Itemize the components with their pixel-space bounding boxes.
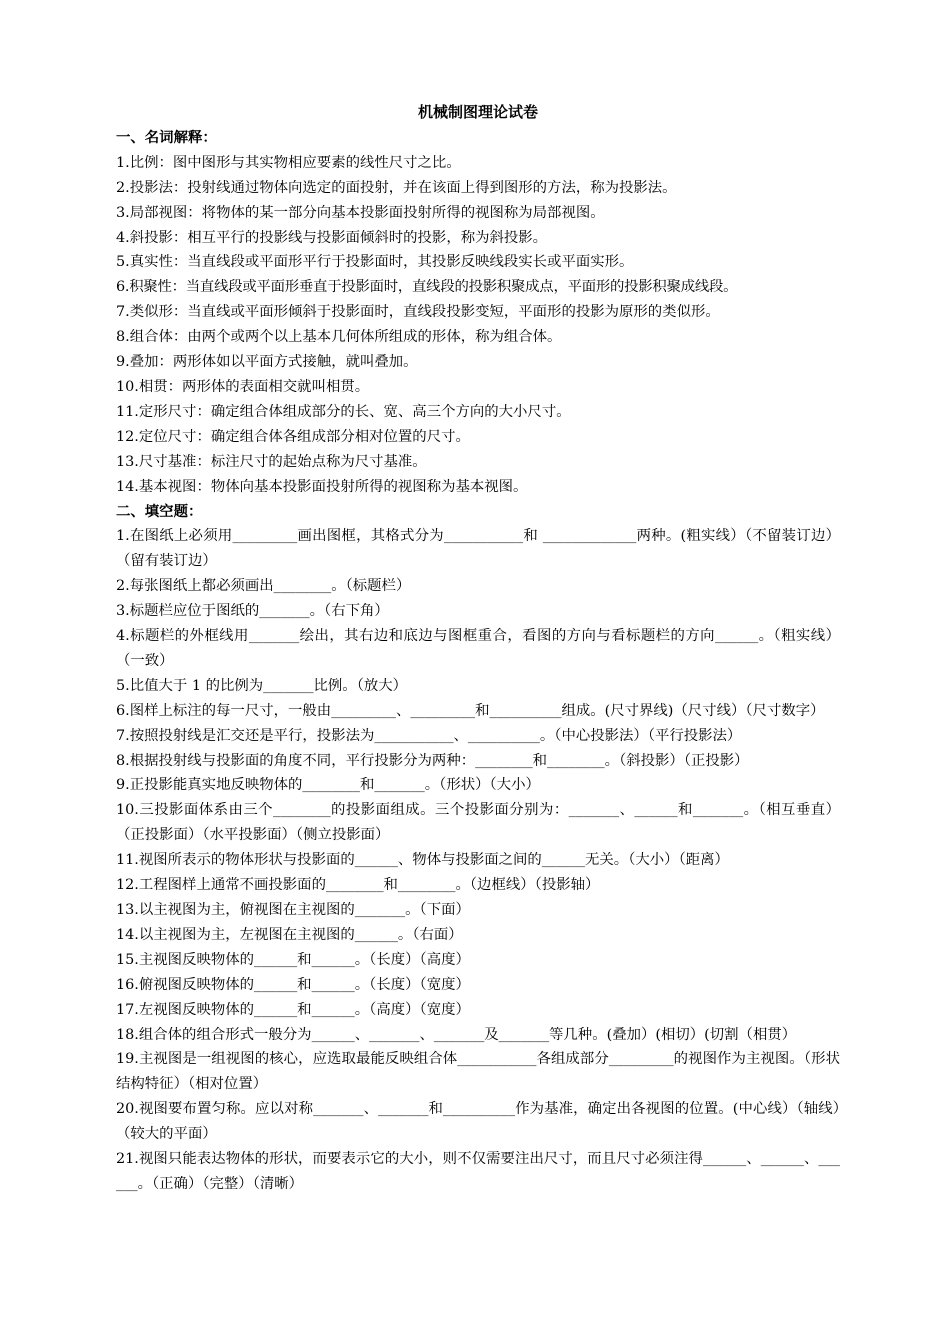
definition-item: 1.比例：图中图形与其实物相应要素的线性尺寸之比。: [116, 154, 461, 171]
page-title: 机械制图理论试卷: [417, 103, 538, 121]
question-item: 9.正投影能真实地反映物体的________和_______。（形状）（大小）: [116, 777, 540, 794]
question-item: 15.主视图反映物体的______和______。（长度）（高度）: [116, 951, 470, 968]
definition-item: 11.定形尺寸：确定组合体组成部分的长、宽、高三个方向的大小尺寸。: [116, 403, 571, 420]
question-item: 2.每张图纸上都必须画出________。（标题栏）: [116, 578, 411, 595]
definition-item: 10.相贯：两形体的表面相交就叫相贯。: [116, 378, 370, 395]
question-item: 3.标题栏应位于图纸的_______。（右下角）: [116, 603, 389, 620]
definition-item: 12.定位尺寸：确定组合体各组成部分相对位置的尺寸。: [116, 428, 470, 445]
question-item: 8.根据投射线与投影面的角度不同，平行投影分为两种：________和________。（斜投影）（正投影）: [116, 752, 749, 769]
definition-item: 3.局部视图：将物体的某一部分向基本投影面投射所得的视图称为局部视图。: [116, 204, 605, 221]
question-item: 20.视图要布置匀称。应以对称_______、_______和__________作为基准，确定出各视图的位置。(中心线）（轴线）（较大的平面）: [116, 1101, 840, 1143]
question-item: 21.视图只能表达物体的形状，而要表示它的大小，则不仅需要注出尺寸，而且尺寸必须注得______、______、______。（正确）（完整）（清晰）: [116, 1151, 840, 1192]
definition-item: 5.真实性：当直线段或平面形平行于投影面时，其投影反映线段实长或平面实形。: [116, 254, 634, 271]
question-item: 10.三投影面体系由三个________的投影面组成。三个投影面分别为：_______、______和_______。（相互垂直）（正投影面）（水平投影面）（侧立投影面）: [116, 802, 840, 844]
definition-item: 14.基本视图：物体向基本投影面投射所得的视图称为基本视图。: [116, 478, 528, 495]
question-item: 17.左视图反映物体的______和______。（高度）（宽度）: [116, 1001, 470, 1018]
question-item: 14.以主视图为主，左视图在主视图的______。（右面）: [116, 926, 463, 943]
question-item: 6.图样上标注的每一尺寸，一般由_________、_________和__________组成。(尺寸界线)（尺寸线）（尺寸数字）: [116, 702, 825, 719]
section-heading-fill-in: 二、填空题：: [116, 503, 203, 520]
section-heading-definitions: 一、名词解释：: [116, 129, 217, 146]
question-item: 19.主视图是一组视图的核心，应选取最能反映组合体___________各组成部分_________的视图作为主视图。（形状结构特征）（相对位置）: [116, 1051, 840, 1093]
question-item: 7.按照投射线是汇交还是平行，投影法为___________、__________。（中心投影法）（平行投影法）: [116, 727, 742, 744]
question-item: 4.标题栏的外框线用_______绘出，其右边和底边与图框重合，看图的方向与看标题栏的方向______。（粗实线）（一致）: [116, 628, 840, 669]
definition-item: 8.组合体：由两个或两个以上基本几何体所组成的形体，称为组合体。: [116, 329, 562, 346]
definition-item: 2.投影法：投射线通过物体向选定的面投射，并在该面上得到图形的方法，称为投影法。: [116, 179, 677, 196]
definition-item: 4.斜投影：相互平行的投影线与投影面倾斜时的投影，称为斜投影。: [116, 229, 548, 246]
fill-in-list: [116, 524, 840, 1196]
definition-item: 6.积聚性：当直线段或平面形垂直于投影面时，直线段的投影积聚成点，平面形的投影积聚成线段。: [116, 279, 738, 296]
definitions-list: [116, 151, 840, 500]
question-item: 16.俯视图反映物体的______和______。（长度）（宽度）: [116, 976, 470, 993]
question-item: 5.比值大于 1 的比例为_______比例。（放大）: [116, 677, 408, 694]
question-item: 13.以主视图为主，俯视图在主视图的_______。（下面）: [116, 902, 470, 918]
question-item: 18.组合体的组合形式一般分为______、_______、_______及_______等几种。(叠加）(相切）(切割（相贯）: [116, 1026, 797, 1043]
definition-item: 9.叠加：两形体如以平面方式接触，就叫叠加。: [116, 354, 418, 371]
exam-page: [116, 100, 840, 1197]
question-item: 1.在图纸上必须用_________画出图框，其格式分为___________和 _____________两种。(粗实线）（不留装订边）（留有装订边）: [116, 528, 840, 570]
question-item: 12.工程图样上通常不画投影面的________和________。（边框线）（投影轴）: [116, 877, 600, 894]
question-item: 11.视图所表示的物体形状与投影面的______、物体与投影面之间的______无关。（大小）（距离）: [116, 852, 729, 869]
definition-item: 13.尺寸基准：标注尺寸的起始点称为尺寸基准。: [116, 453, 427, 470]
definition-item: 7.类似形：当直线或平面形倾斜于投影面时，直线段投影变短，平面形的投影为原形的类似形。: [116, 304, 720, 321]
